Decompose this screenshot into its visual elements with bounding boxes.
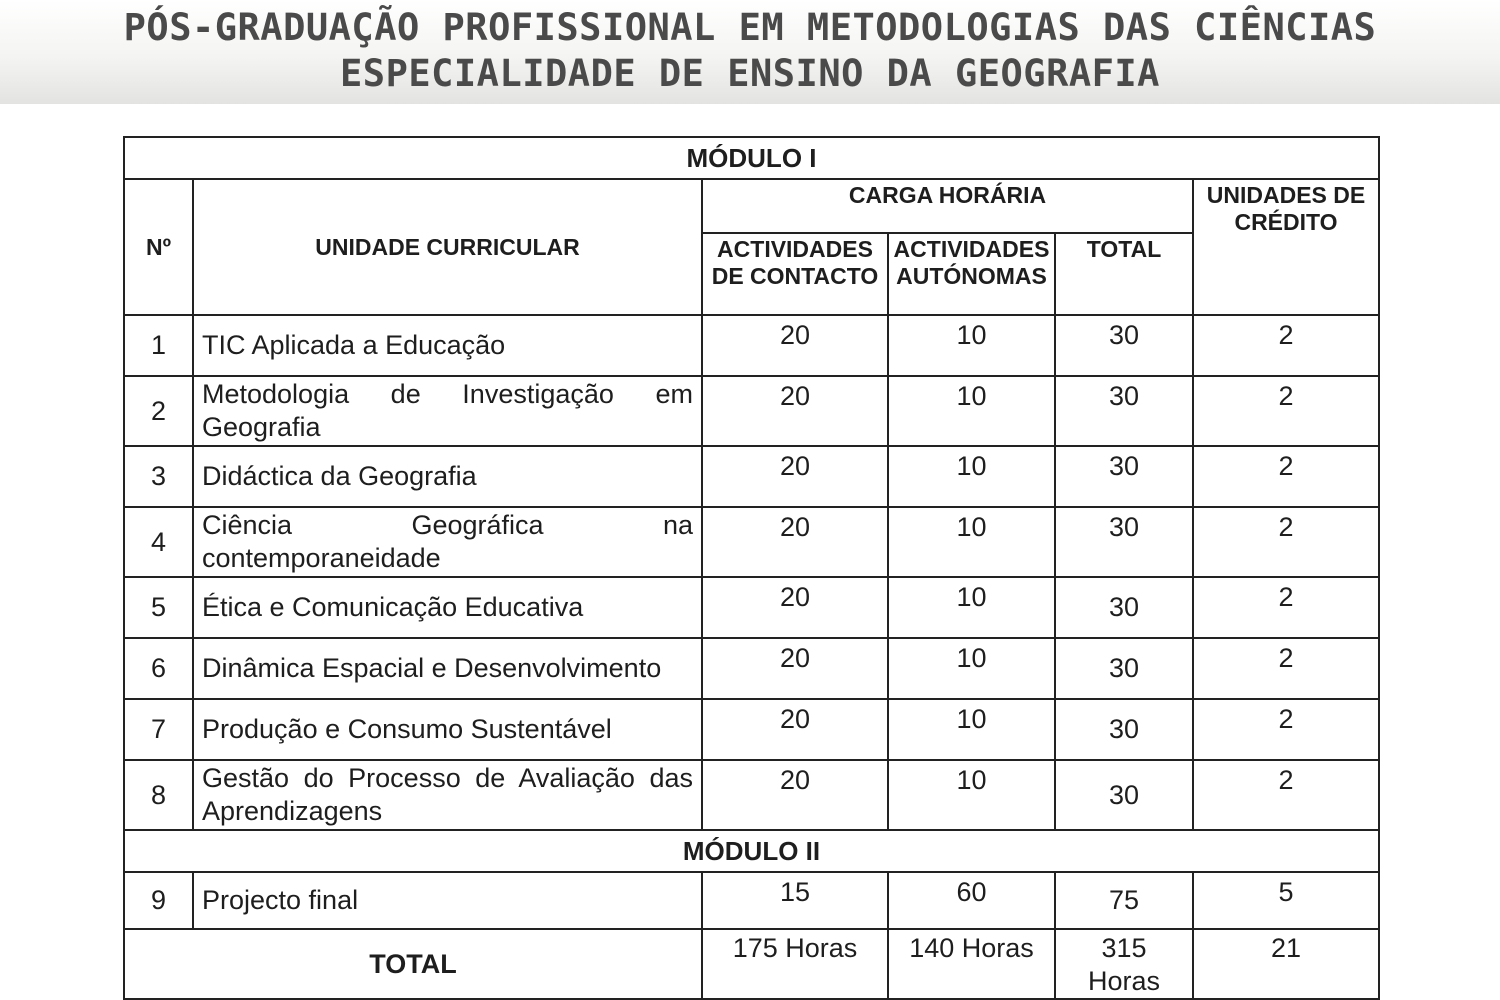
row-autonomous: 10: [888, 760, 1055, 830]
row-credits: 2: [1193, 446, 1379, 507]
row-number: 7: [124, 699, 193, 760]
total-contact: 175 Horas: [702, 929, 888, 999]
row-unit: Dinâmica Espacial e Desenvolvimento: [193, 638, 702, 699]
row-autonomous: 10: [888, 699, 1055, 760]
row-unit: Ética e Comunicação Educativa: [193, 577, 702, 638]
page-subtitle: ESPECIALIDADE DE ENSINO DA GEOGRAFIA: [340, 52, 1160, 95]
total-row: [124, 929, 1379, 999]
row-total: 30: [1055, 638, 1193, 699]
row-contact: 20: [702, 699, 888, 760]
row-contact: 20: [702, 760, 888, 830]
row-credits: 2: [1193, 760, 1379, 830]
col-unit-header: UNIDADE CURRICULAR: [193, 179, 702, 315]
col-workload-header: CARGA HORÁRIA: [702, 179, 1193, 233]
row-credits: 2: [1193, 577, 1379, 638]
table-row: [124, 760, 1379, 830]
table-row: [124, 315, 1379, 376]
table-row: [124, 507, 1379, 577]
row-number: 5: [124, 577, 193, 638]
total-credits: 21: [1193, 929, 1379, 999]
row-total: 30: [1055, 376, 1193, 446]
row-autonomous: 10: [888, 446, 1055, 507]
col-credits-header: UNIDADES DE CRÉDITO: [1193, 179, 1379, 315]
col-contact-header: ACTIVIDADES DE CONTACTO: [702, 233, 888, 315]
row-unit: TIC Aplicada a Educação: [193, 315, 702, 376]
row-credits: 2: [1193, 315, 1379, 376]
col-autonomous-header: ACTIVIDADES AUTÓNOMAS: [888, 233, 1055, 315]
page-title: PÓS-GRADUAÇÃO PROFISSIONAL EM METODOLOGIAS DAS CIÊNCIAS: [123, 6, 1377, 49]
row-contact: 20: [702, 446, 888, 507]
row-contact: 15: [702, 872, 888, 929]
row-contact: 20: [702, 577, 888, 638]
module-header-row: [124, 137, 1379, 179]
total-hours: 315 Horas: [1055, 929, 1193, 999]
row-number: 9: [124, 872, 193, 929]
row-number: 1: [124, 315, 193, 376]
row-number: 8: [124, 760, 193, 830]
curriculum-table: [123, 136, 1380, 1000]
row-autonomous: 10: [888, 507, 1055, 577]
row-total: 30: [1055, 577, 1193, 638]
row-number: 6: [124, 638, 193, 699]
row-credits: 2: [1193, 507, 1379, 577]
row-contact: 20: [702, 638, 888, 699]
row-autonomous: 60: [888, 872, 1055, 929]
row-unit: Produção e Consumo Sustentável: [193, 699, 702, 760]
row-number: 4: [124, 507, 193, 577]
col-number-header: Nº: [124, 179, 193, 315]
row-total: 30: [1055, 315, 1193, 376]
module-2-label: MÓDULO II: [124, 830, 1379, 872]
row-autonomous: 10: [888, 577, 1055, 638]
row-number: 2: [124, 376, 193, 446]
row-credits: 2: [1193, 699, 1379, 760]
row-total: 30: [1055, 760, 1193, 830]
row-autonomous: 10: [888, 638, 1055, 699]
module-1-label: MÓDULO I: [124, 137, 1379, 179]
row-total: 30: [1055, 446, 1193, 507]
total-label: TOTAL: [124, 929, 702, 999]
row-number: 3: [124, 446, 193, 507]
table-row: [124, 376, 1379, 446]
row-unit: Gestão do Processo de Avaliação das Aprendizagens: [193, 760, 702, 830]
row-autonomous: 10: [888, 376, 1055, 446]
table-row: [124, 446, 1379, 507]
table-row: [124, 872, 1379, 929]
row-contact: 20: [702, 507, 888, 577]
row-unit: Metodologia de Investigação em Geografia: [193, 376, 702, 446]
total-autonomous: 140 Horas: [888, 929, 1055, 999]
row-contact: 20: [702, 315, 888, 376]
row-unit: Projecto final: [193, 872, 702, 929]
row-unit: Ciência Geográfica na contemporaneidade: [193, 507, 702, 577]
row-total: 75: [1055, 872, 1193, 929]
row-credits: 2: [1193, 638, 1379, 699]
row-total: 30: [1055, 699, 1193, 760]
module-2-row: [124, 830, 1379, 872]
row-autonomous: 10: [888, 315, 1055, 376]
row-unit: Didáctica da Geografia: [193, 446, 702, 507]
column-header-row: [124, 179, 1379, 233]
row-contact: 20: [702, 376, 888, 446]
row-credits: 2: [1193, 376, 1379, 446]
title-banner: [0, 0, 1500, 104]
row-total: 30: [1055, 507, 1193, 577]
table-row: [124, 638, 1379, 699]
col-total-header: TOTAL: [1055, 233, 1193, 315]
table-row: [124, 577, 1379, 638]
table-row: [124, 699, 1379, 760]
row-credits: 5: [1193, 872, 1379, 929]
